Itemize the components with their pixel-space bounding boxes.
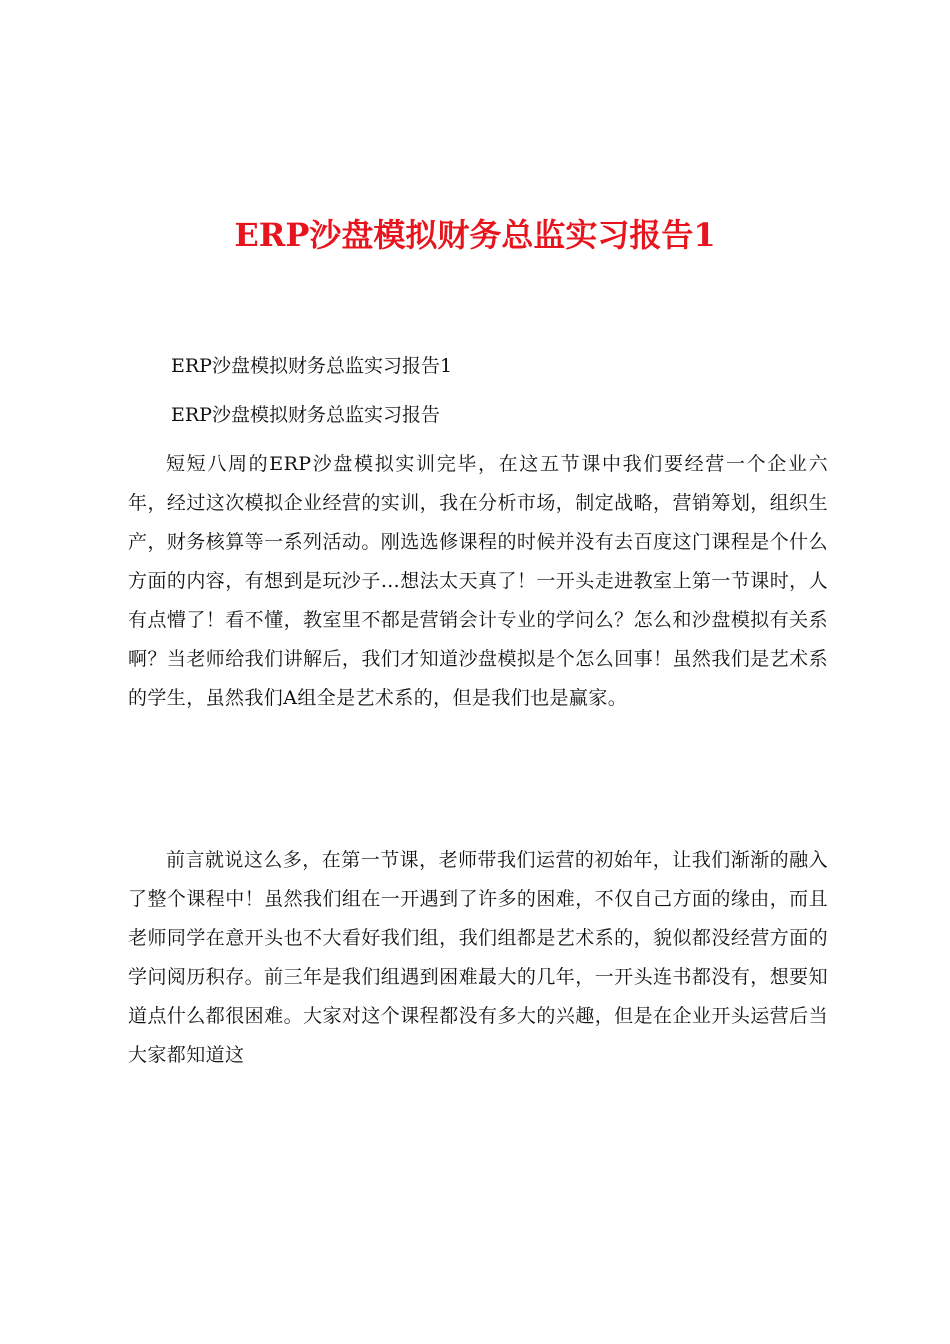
body-paragraph-2: 前言就说这么多，在第一节课，老师带我们运营的初始年，让我们渐渐的融入了整个课程中！虽然我们组在一开遇到了许多的困难，不仅自己方面的缘由，而且老师同学在意开头也不大看好我们组，我们组都是艺术系的，貌似都没经营方面的学问阅历积存。前三年是我们组遇到困难最大的几年，一开头连书都没有，想要知道点什么都很困难。大家对这个课程都没有多大的兴趣，但是在企业开头运营后当大家都知道这 — [128, 849, 828, 1066]
subtitle-line-1: ERP沙盘模拟财务总监实习报告1 — [171, 355, 453, 377]
subtitle-line-2: ERP沙盘模拟财务总监实习报告 — [171, 404, 440, 426]
body-paragraph-1: 短短八周的ERP沙盘模拟实训完毕，在这五节课中我们要经营一个企业六年，经过这次模拟企业经营的实训，我在分析市场，制定战略，营销筹划，组织生产，财务核算等一系列活动。刚选选修课程的时候并没有去百度这门课程是个什么方面的内容，有想到是玩沙子…想法太天真了！一开头走进教室上第一节课时，人有点懵了！看不懂，教室里不都是营销会计专业的学问么？怎么和沙盘模拟有关系啊？当老师给我们讲解后，我们才知道沙盘模拟是个怎么回事！虽然我们是艺术系的学生，虽然我们A组全是艺术系的，但是我们也是赢家。 — [128, 453, 828, 709]
document-title: ERP沙盘模拟财务总监实习报告1 — [234, 216, 716, 254]
